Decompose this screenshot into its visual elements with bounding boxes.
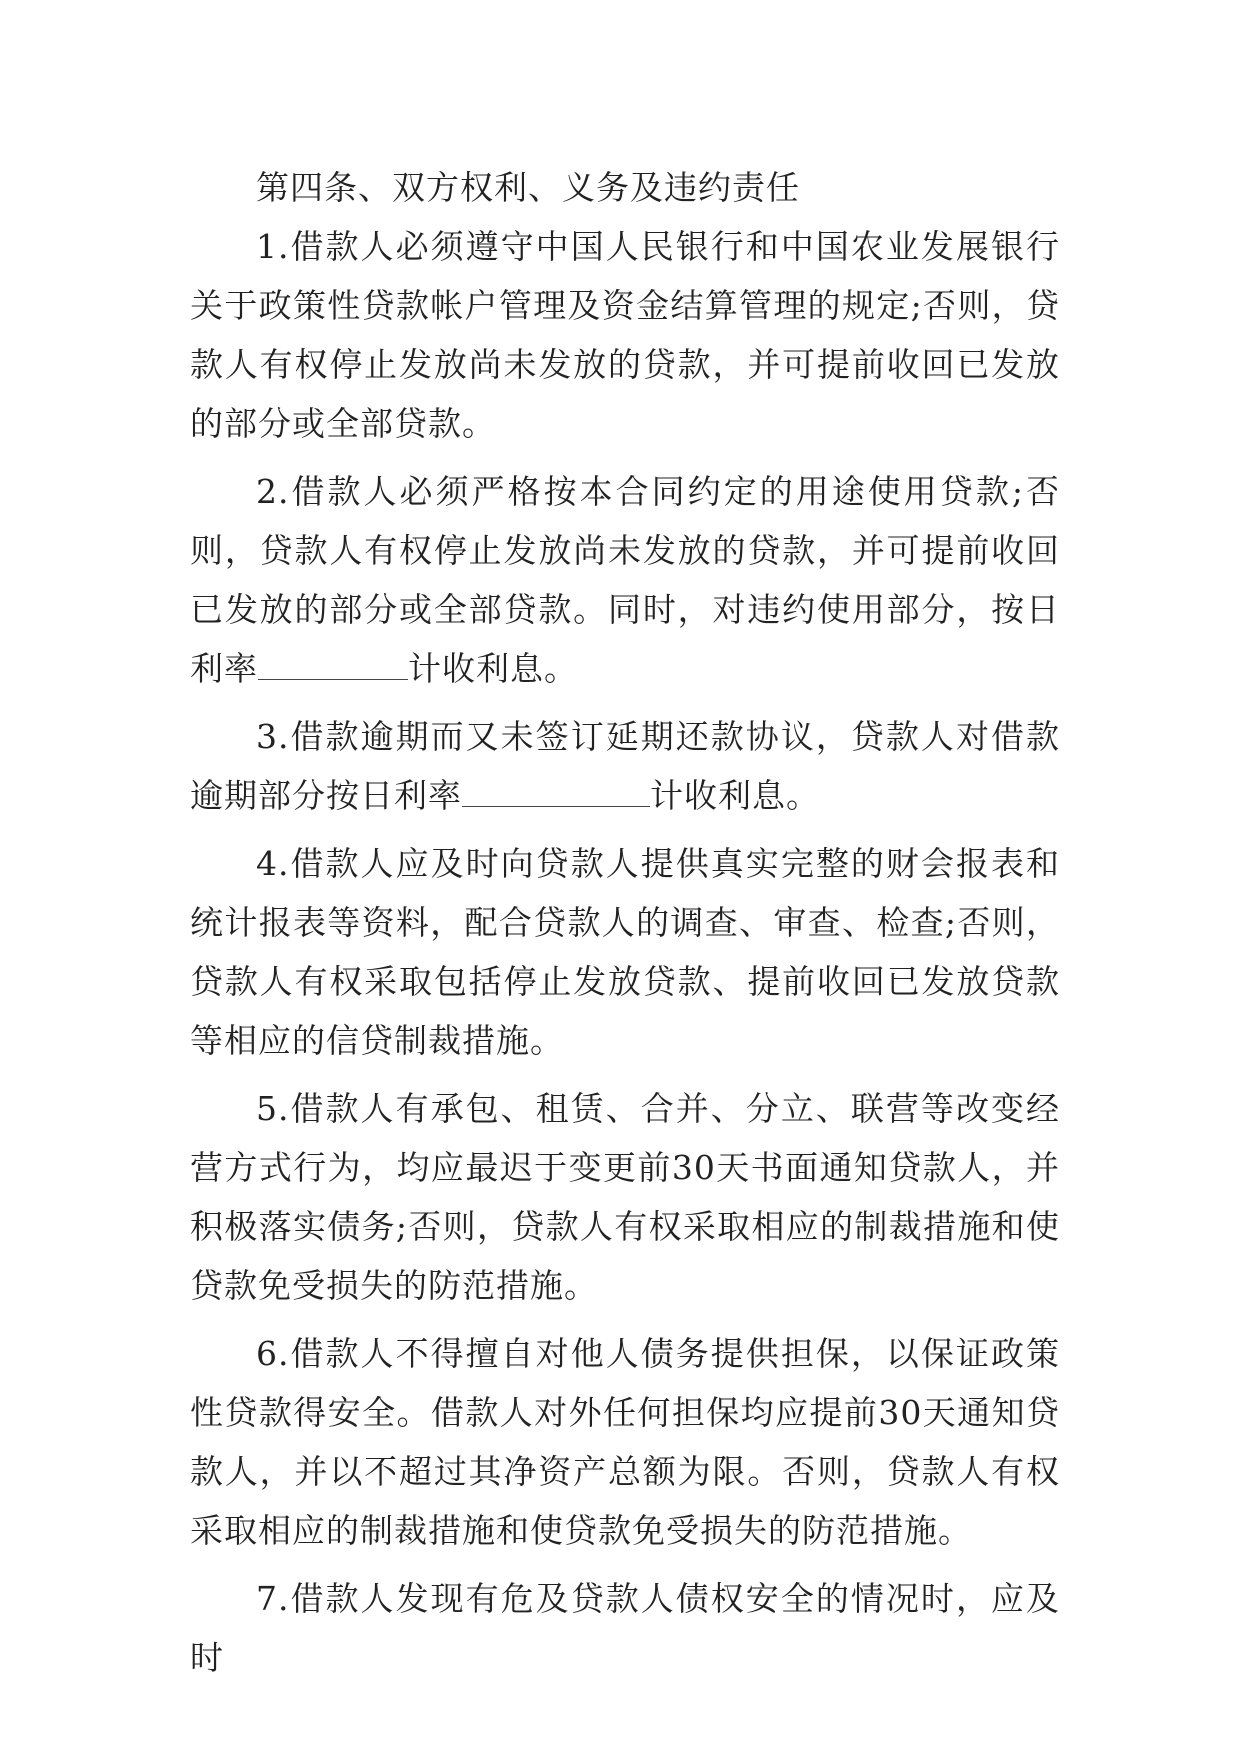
interest-rate-blank-1	[258, 649, 408, 680]
clause-7: 7.借款人发现有危及贷款人债权安全的情况时，应及时	[190, 1579, 1060, 1677]
clause-2-suffix: 计收利息。	[408, 649, 578, 688]
clause-3-text: 3.借款逾期而又未签订延期还款协议，贷款人对借款逾期部分按日利率	[190, 717, 1060, 815]
clause-3	[190, 707, 1060, 825]
clause-5: 5.借款人有承包、租赁、合并、分立、联营等改变经营方式行为，均应最迟于变更前30天书面通知贷款人，并积极落实债务;否则，贷款人有权采取相应的制裁措施和使贷款免受损失的防范措施。	[190, 1089, 1060, 1305]
clause-2-text: 2.借款人必须严格按本合同约定的用途使用贷款;否则，贷款人有权停止发放尚未发放的贷款，并可提前收回已发放的部分或全部贷款。同时，对违约使用部分，按日利率	[190, 472, 1060, 688]
clause-1: 1.借款人必须遵守中国人民银行和中国农业发展银行关于政策性贷款帐户管理及资金结算管理的规定;否则，贷款人有权停止发放尚未发放的贷款，并可提前收回已发放的部分或全部贷款。	[190, 227, 1060, 443]
clause-6: 6.借款人不得擅自对他人债务提供担保，以保证政策性贷款得安全。借款人对外任何担保均应提前30天通知贷款人，并以不超过其净资产总额为限。否则，贷款人有权采取相应的制裁措施和使贷款免受损失的防范措施。	[190, 1334, 1060, 1550]
clause-3-suffix: 计收利息。	[650, 776, 820, 815]
clause-4: 4.借款人应及时向贷款人提供真实完整的财会报表和统计报表等资料，配合贷款人的调查、审查、检查;否则，贷款人有权采取包括停止发放贷款、提前收回已发放贷款等相应的信贷制裁措施。	[190, 844, 1060, 1060]
clause-2	[190, 462, 1060, 698]
article-body	[190, 158, 1060, 1696]
interest-rate-blank-2	[462, 776, 650, 807]
article-heading: 第四条、双方权利、义务及违约责任	[256, 168, 800, 207]
